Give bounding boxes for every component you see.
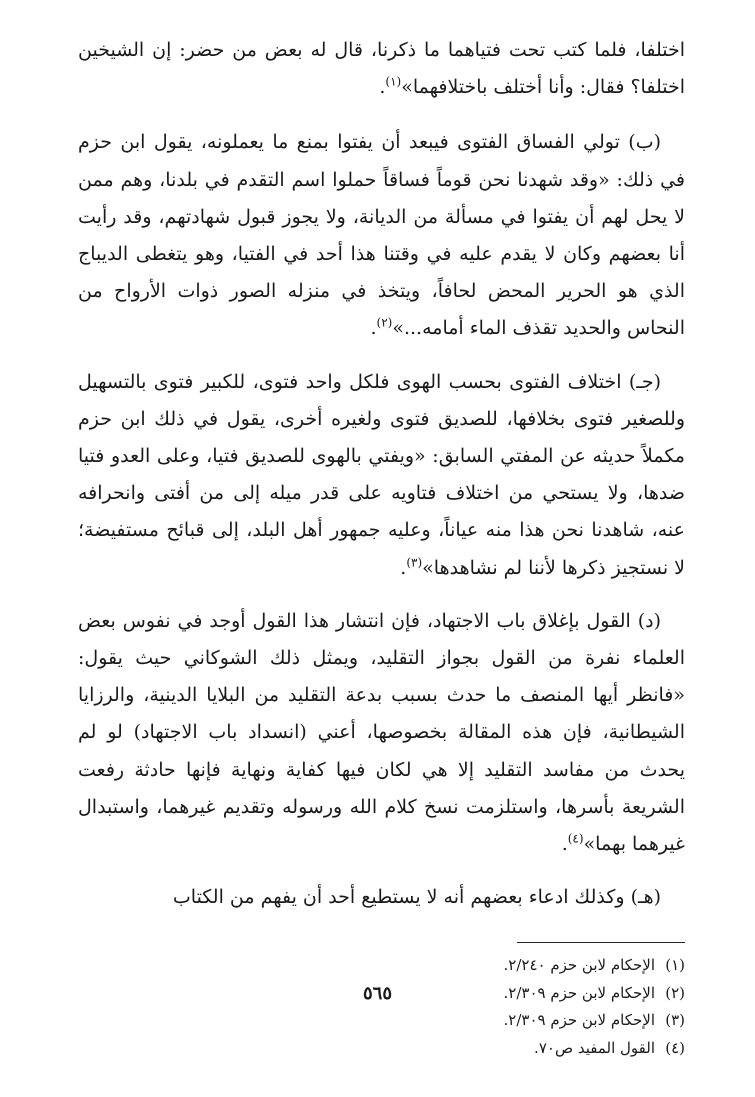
- footnote-ref: (١): [385, 74, 402, 89]
- page-number: ٥٦٥: [362, 983, 392, 1004]
- footnote-text: الإحكام لابن حزم ٢/٣٠٩.: [503, 1011, 655, 1030]
- paragraph-text: اختلفا، فلما كتب تحت فتياهما ما ذكرنا، قال له بعض من حضر: إن الشيخين اختلفا؟ فقال: وأنا أختلف باختلافهما»: [78, 39, 685, 99]
- footnote-item: [78, 952, 685, 980]
- footnote-item: [78, 1007, 685, 1035]
- paragraph-b: [78, 124, 685, 347]
- paragraph-tail: .: [400, 556, 407, 579]
- paragraph-continuation: [78, 32, 685, 106]
- footnote-number: (٤): [665, 1038, 685, 1057]
- paragraph-text: (جـ) اختلاف الفتوى بحسب الهوى فلكل واحد فتوى، للكبير فتوى بالتسهيل وللصغير فتوى بخلافها، للصديق فتوى ولغيره أخرى، يقول في ذلك ابن حزم مكملاً حديثه عن المفتي السابق: «ويفتي بالهوى للصديق فتيا، وعلى العدو فتيا ضدها، ولا يستحي من اختلاف فتاويه على قدر ميله إلى من أفتى وانحرافه عنه، شاهدنا نحن هذا منه عياناً، وعليه جمهور أهل البلد، إلى قبائح مستفيضة؛ لا نستجيز ذكرها لأننا لم نشاهدها»: [78, 370, 685, 579]
- footnote-number: (٢): [665, 983, 685, 1002]
- footnote-text: الإحكام لابن حزم ٢/٢٤٠.: [503, 956, 655, 975]
- footnote-number: (٣): [665, 1011, 685, 1030]
- footnote-ref: (٢): [376, 316, 393, 331]
- footnote-item: [78, 1035, 685, 1063]
- paragraph-c: [78, 364, 685, 587]
- paragraph-text: (د) القول بإغلاق باب الاجتهاد، فإن انتشار هذا القول أوجد في نفوس بعض العلماء نفرة من القول بجواز التقليد، ويمثل ذلك الشوكاني حيث يقول: «فانظر أيها المنصف ما حدث بسبب بدعة التقليد من البلايا الدينية، والرزايا الشيطانية، فإن هذه المقالة بخصوصها، أعني (انسداد باب الاجتهاد) لو لم يحدث من مفاسد التقليد إلا هي لكان فيها كفاية ونهاية فإنها حادثة رفعت الشريعة بأسرها، واستلزمت نسخ كلام الله ورسوله وتقديم غيرهما، واستبدال غيرهما بهما»: [78, 609, 685, 856]
- paragraph-d: [78, 603, 685, 863]
- footnote-ref: (٤): [567, 831, 584, 846]
- paragraph-tail: .: [379, 76, 386, 99]
- footnote-text: الإحكام لابن حزم ٢/٣٠٩.: [503, 983, 655, 1002]
- paragraph-e: [78, 879, 685, 916]
- paragraph-text: (هـ) وكذلك ادعاء بعضهم أنه لا يستطيع أحد أن يفهم من الكتاب: [172, 886, 661, 909]
- footnote-divider: [517, 942, 685, 943]
- paragraph-text: (ب) تولي الفساق الفتوى فيبعد أن يفتوا بمنع ما يعملونه، يقول ابن حزم في ذلك: «وقد شهدنا نحن قوماً فساقاً حملوا اسم التقدم في بلدنا، وهم ممن لا يحل لهم أن يفتوا في مسألة من الديانة، ولا يجوز قبول شهادتهم، وقد رأيت أنا بعضهم وكان لا يقدم عليه في وقتنا هذا أحد في الفتيا، وهو يتغطى الديباج الذي هو الحرير المحض لحافاً، ويتخذ في منزله الصور ذوات الأرواح من النحاس والحديد تقذف الماء أمامه...»: [78, 131, 685, 340]
- footnote-text: القول المفيد ص٧٠.: [534, 1038, 655, 1057]
- paragraph-tail: .: [561, 833, 568, 856]
- footnote-ref: (٣): [406, 555, 423, 570]
- footnote-number: (١): [665, 956, 685, 975]
- footnotes: [78, 952, 685, 1062]
- paragraph-tail: .: [370, 317, 377, 340]
